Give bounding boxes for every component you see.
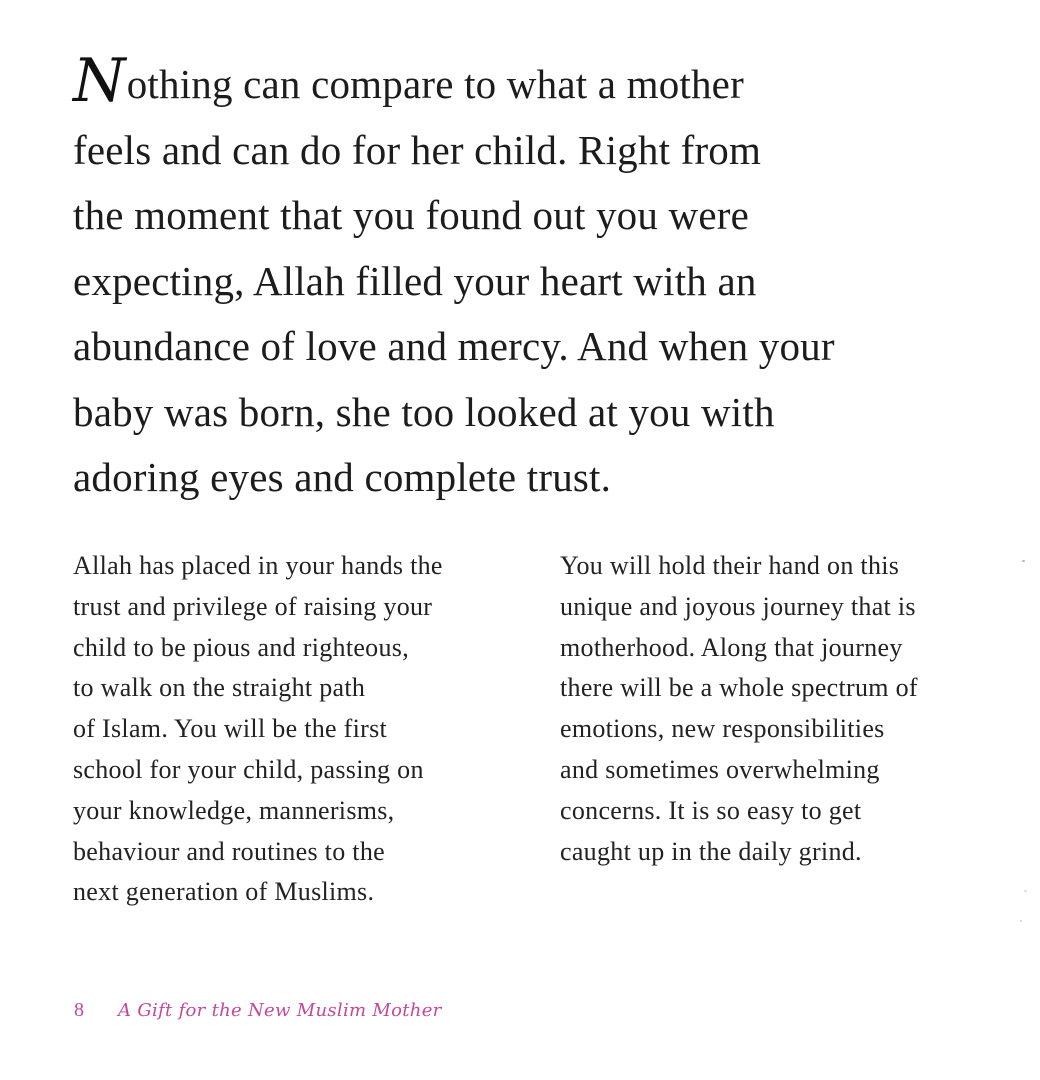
page-footer <box>74 995 442 1025</box>
body-line: of Islam. You will be the first <box>73 714 388 744</box>
body-line: child to be pious and righteous, <box>73 632 409 662</box>
intro-line: abundance of love and mercy. And when your <box>73 323 835 369</box>
scan-speck <box>1024 890 1027 892</box>
body-line: trust and privilege of raising your <box>73 591 433 621</box>
body-line: your knowledge, mannerisms, <box>73 795 395 825</box>
scan-speck <box>1020 920 1022 922</box>
body-line: You will hold their hand on this <box>560 551 900 580</box>
body-line: behaviour and routines to the <box>73 836 385 866</box>
intro-paragraph <box>73 46 973 511</box>
intro-line <box>73 46 973 118</box>
body-line: there will be a whole spectrum of <box>560 673 918 703</box>
body-line: unique and joyous journey that is <box>560 591 916 621</box>
left-column <box>73 546 533 913</box>
intro-line: expecting, Allah filled your heart with an <box>73 257 757 304</box>
body-line: and sometimes overwhelming <box>560 754 880 784</box>
body-line: school for your child, passing on <box>73 754 424 784</box>
scan-speck <box>1022 560 1025 562</box>
intro-line: adoring eyes and complete trust. <box>73 454 612 500</box>
running-book-title: A Gift for the New Muslim Mother <box>118 999 442 1021</box>
intro-line: baby was born, she too looked at you with <box>73 388 775 435</box>
body-line: motherhood. Along that journey <box>560 632 903 662</box>
intro-line-text: othing can compare to what a mother <box>126 61 744 107</box>
right-column <box>560 546 1020 872</box>
body-line: Allah has placed in your hands the <box>73 551 443 580</box>
body-line: next generation of Muslims. <box>73 877 375 907</box>
intro-line: feels and can do for her child. Right from <box>73 126 762 173</box>
body-line: concerns. It is so easy to get <box>560 795 862 825</box>
body-line: emotions, new responsibilities <box>560 714 885 744</box>
page-number: 8 <box>74 998 84 1021</box>
intro-line: the moment that you found out you were <box>73 192 749 238</box>
drop-cap: N <box>73 46 126 116</box>
body-line: to walk on the straight path <box>73 673 366 703</box>
body-line: caught up in the daily grind. <box>560 836 862 866</box>
